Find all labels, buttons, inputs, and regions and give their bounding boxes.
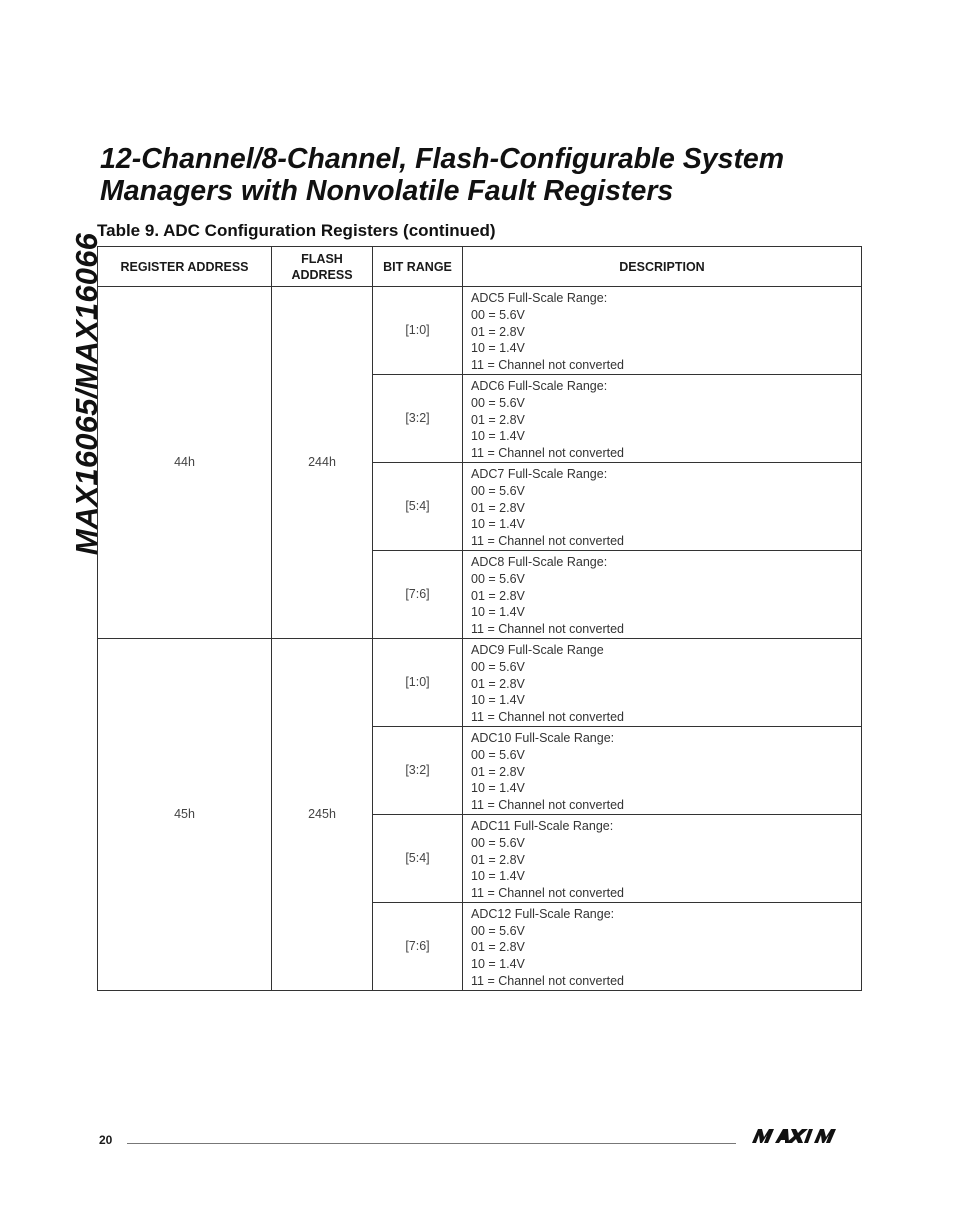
description-option: 10 = 1.4V — [471, 605, 525, 620]
description-option: 10 = 1.4V — [471, 429, 525, 444]
description-cell — [463, 374, 862, 462]
bit-range-cell: [3:2] — [373, 374, 463, 462]
table-row — [98, 287, 862, 375]
description-option: 01 = 2.8V — [471, 588, 525, 603]
bit-range-cell: [3:2] — [373, 726, 463, 814]
description-heading: ADC5 Full-Scale Range: — [471, 291, 608, 305]
description-heading: ADC11 Full-Scale Range: — [471, 818, 614, 833]
bit-range-cell: [7:6] — [373, 902, 463, 990]
description-option: 11 = Channel not converted — [471, 446, 625, 461]
description-option: 11 = Channel not converted — [471, 886, 625, 901]
description-option: 00 = 5.6V — [471, 483, 525, 498]
table-body — [98, 287, 862, 991]
description-option: 01 = 2.8V — [471, 412, 525, 427]
description-heading: ADC8 Full-Scale Range: — [471, 554, 608, 569]
description-option: 00 = 5.6V — [471, 835, 525, 850]
description-option: 11 = Channel not converted — [471, 622, 625, 637]
description-option: 10 = 1.4V — [471, 781, 525, 796]
header-bit-range: BIT RANGE — [373, 247, 463, 287]
description-option: 01 = 2.8V — [471, 324, 525, 339]
bit-range-cell: [1:0] — [373, 638, 463, 726]
description-option: 00 = 5.6V — [471, 571, 525, 586]
description-heading: ADC7 Full-Scale Range: — [471, 466, 608, 481]
description-cell — [463, 814, 862, 902]
description-option: 10 = 1.4V — [471, 341, 525, 356]
description-option: 11 = Channel not converted — [471, 974, 625, 989]
side-part-number-text: MAX16065/MAX16066 — [69, 232, 104, 556]
table-row — [98, 638, 862, 726]
description-option: 00 = 5.6V — [471, 923, 525, 938]
maxim-logo-icon — [752, 1128, 856, 1144]
description-cell — [463, 638, 862, 726]
description-heading: ADC9 Full-Scale Range — [471, 642, 604, 657]
bit-range-cell: [7:6] — [373, 550, 463, 638]
description-cell — [463, 726, 862, 814]
description-option: 01 = 2.8V — [471, 764, 525, 779]
adc-config-table — [97, 246, 862, 991]
flash-address-cell: 245h — [272, 638, 373, 990]
bit-range-cell: [1:0] — [373, 287, 463, 375]
description-cell — [463, 902, 862, 990]
register-address-cell: 45h — [98, 638, 272, 990]
description-option: 11 = Channel not converted — [471, 534, 625, 549]
description-option: 01 = 2.8V — [471, 676, 525, 691]
description-option: 01 = 2.8V — [471, 500, 525, 515]
description-option: 11 = Channel not converted — [471, 798, 625, 813]
description-option: 01 = 2.8V — [471, 852, 525, 867]
description-option: 11 = Channel not converted — [471, 710, 625, 725]
description-cell — [463, 287, 862, 375]
table-caption: Table 9. ADC Configuration Registers (continued) — [97, 221, 496, 240]
description-option: 00 = 5.6V — [471, 395, 525, 410]
description-cell — [463, 462, 862, 550]
header-flash-address-line-1: FLASH — [301, 251, 343, 266]
document-title-line-2: Managers with Nonvolatile Fault Registers — [100, 175, 674, 207]
footer-rule — [127, 1143, 736, 1144]
flash-address-cell: 244h — [272, 287, 373, 639]
description-option: 10 = 1.4V — [471, 869, 525, 884]
header-flash-address — [272, 247, 373, 287]
description-option: 00 = 5.6V — [471, 659, 525, 674]
description-option: 01 = 2.8V — [471, 940, 525, 955]
register-address-cell: 44h — [98, 287, 272, 639]
description-cell — [463, 550, 862, 638]
document-title-line-1: 12-Channel/8-Channel, Flash-Configurable System — [100, 143, 785, 175]
header-register-address: REGISTER ADDRESS — [98, 247, 272, 287]
table-header-row — [98, 247, 862, 287]
description-heading: ADC10 Full-Scale Range: — [471, 730, 615, 745]
page-number: 20 — [99, 1133, 113, 1147]
maxim-logo — [752, 1128, 856, 1149]
description-heading: ADC12 Full-Scale Range: — [471, 906, 615, 921]
bit-range-cell: [5:4] — [373, 814, 463, 902]
description-option: 10 = 1.4V — [471, 957, 525, 972]
bit-range-cell: [5:4] — [373, 462, 463, 550]
description-option: 00 = 5.6V — [471, 747, 525, 762]
description-heading: ADC6 Full-Scale Range: — [471, 378, 608, 393]
header-flash-address-line-2: ADDRESS — [291, 267, 353, 282]
description-option: 10 = 1.4V — [471, 693, 525, 708]
header-description: DESCRIPTION — [463, 247, 862, 287]
description-option: 00 = 5.6V — [471, 307, 525, 322]
description-option: 11 = Channel not converted — [471, 358, 625, 373]
description-option: 10 = 1.4V — [471, 517, 525, 532]
document-title — [100, 143, 900, 207]
